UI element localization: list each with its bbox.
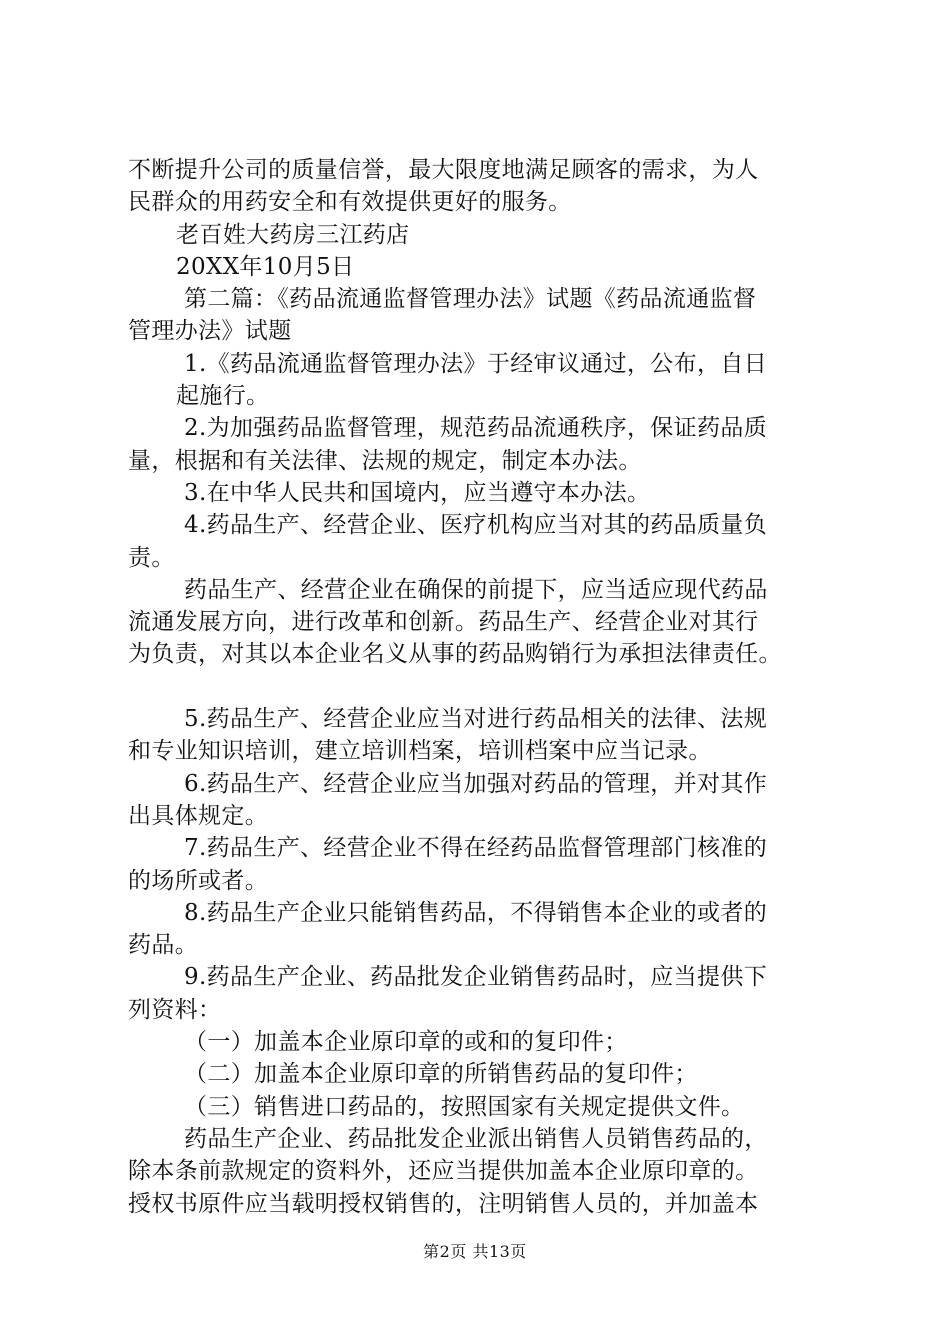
text-line: 为负责，对其以本企业名义从事的药品购销行为承担法律责任。 bbox=[128, 641, 782, 668]
paragraph-gap bbox=[128, 671, 840, 703]
text-line: 出具体规定。 bbox=[128, 802, 269, 829]
store-name: 老百姓大药房三江药店 bbox=[176, 221, 410, 248]
text-line: 量，根据和有关法律、法规的规定，制定本办法。 bbox=[128, 447, 642, 474]
text-line: 管理办法》试题 bbox=[128, 318, 292, 345]
text-line: 6.药品生产、经营企业应当加强对药品的管理，并对其作 bbox=[184, 770, 768, 797]
text-line: 8.药品生产企业只能销售药品，不得销售本企业的或者的 bbox=[184, 899, 768, 926]
text-line: 7.药品生产、经营企业不得在经药品监督管理部门核准的 bbox=[184, 835, 768, 862]
text-line: 流通发展方向，进行改革和创新。药品生产、经营企业对其行 bbox=[128, 609, 759, 636]
page-footer bbox=[0, 1242, 950, 1262]
text-line: 授权书原件应当载明授权销售的，注明销售人员的，并加盖本 bbox=[128, 1190, 759, 1217]
document-body bbox=[128, 154, 840, 1220]
list-item: （三）销售进口药品的，按照国家有关规定提供文件。 bbox=[184, 1093, 745, 1120]
list-item: （一）加盖本企业原印章的或和的复印件； bbox=[184, 1029, 628, 1056]
text-line: 药品。 bbox=[128, 932, 199, 959]
list-item: （二）加盖本企业原印章的所销售药品的复印件； bbox=[184, 1061, 698, 1088]
text-line: 和专业知识培训，建立培训档案，培训档案中应当记录。 bbox=[128, 738, 712, 765]
section-heading: 第二篇：《药品流通监督管理办法》试题《药品流通监督 bbox=[184, 286, 757, 313]
text-line: 药品生产企业、药品批发企业派出销售人员销售药品的， bbox=[184, 1125, 768, 1152]
text-line: 1.《药品流通监督管理办法》于经审议通过，公布，自日 bbox=[184, 350, 768, 377]
text-line: 9.药品生产企业、药品批发企业销售药品时，应当提供下 bbox=[184, 964, 768, 991]
text-line: 除本条前款规定的资料外，还应当提供加盖本企业原印章的。 bbox=[128, 1158, 759, 1185]
text-line: 5.药品生产、经营企业应当对进行药品相关的法律、法规 bbox=[184, 706, 768, 733]
text-line: 不断提升公司的质量信誉，最大限度地满足顾客的需求，为人 bbox=[128, 157, 759, 183]
date-line: 20XX年10月5日 bbox=[176, 253, 355, 280]
text-line: 3.在中华人民共和国境内，应当遵守本办法。 bbox=[184, 479, 651, 506]
page-number: 第2页 共13页 bbox=[423, 1242, 527, 1261]
text-line: 2.为加强药品监督管理，规范药品流通秩序，保证药品质 bbox=[184, 415, 768, 442]
text-line: 列资料： bbox=[128, 996, 222, 1023]
text-line: 4.药品生产、经营企业、医疗机构应当对其的药品质量负 bbox=[184, 512, 768, 539]
text-line: 民群众的用药安全和有效提供更好的服务。 bbox=[128, 189, 572, 216]
text-line: 起施行。 bbox=[176, 383, 270, 410]
text-line: 的场所或者。 bbox=[128, 867, 269, 894]
text-line: 药品生产、经营企业在确保的前提下，应当适应现代药品 bbox=[184, 576, 768, 603]
text-line: 责。 bbox=[128, 544, 175, 571]
